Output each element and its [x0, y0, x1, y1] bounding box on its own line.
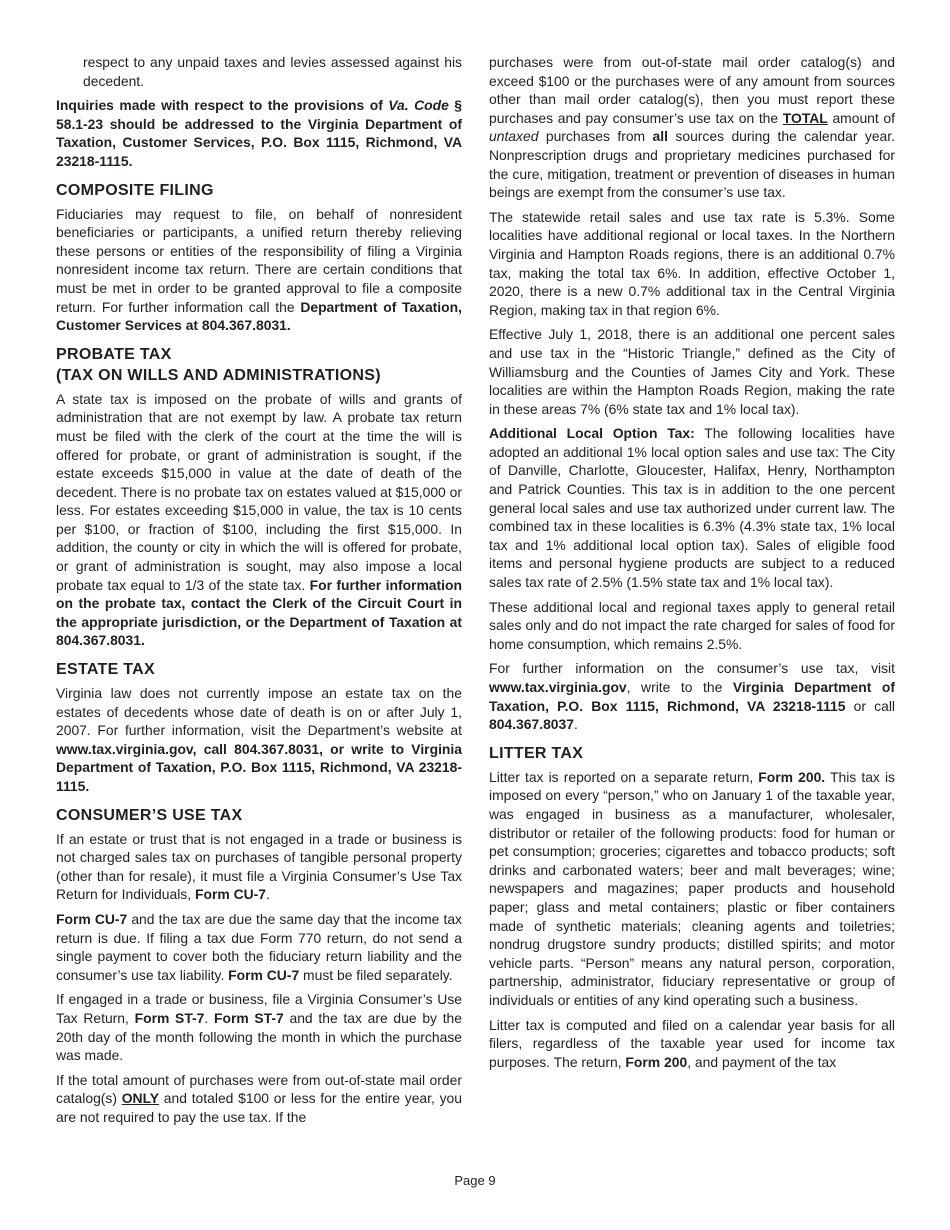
probate-tax-paragraph: A state tax is imposed on the probate of wills and grants of administration that are not exempt by law. A probate tax return must be filed with the clerk of the court at the time the will is offered for probate, or grant of administration is sought, if the estate exceeds $15,000 in value at the date of death of the decedent. There is no probate tax on estates valued at $15,000 or less. For estates exceeding $15,000 in value, the tax is 10 cents per $100, or fraction of $100, including the first $15,000. In addition, the county or city in which the will is offered for probate, or grant of administration is sought, may also impose a local probate tax equal to 1/3 of the state tax. For further information on the probate tax, contact the Clerk of the Circuit Court in the appropriate jurisdiction, or the Department of Taxation at 804.367.8031. — [56, 390, 462, 649]
general-retail-paragraph: These additional local and regional taxes apply to general retail sales only and do not impact the rate charged for sales of food for home consumption, which remains 2.5%. — [489, 598, 895, 652]
consumers-use-tax-paragraph-1: If an estate or trust that is not engaged in a trade or business is not charged sales tax on purchases of tangible personal property (other than for resale), it must file a Virginia Consumer’s Use Tax Return for Individuals, Form CU-7. — [56, 830, 462, 903]
probate-tax-heading: PROBATE TAX (TAX ON WILLS AND ADMINISTRATIONS) — [56, 345, 381, 384]
page-number: Page 9 — [454, 1173, 496, 1188]
estate-tax-heading: ESTATE TAX — [56, 661, 155, 679]
inquiries-paragraph: Inquiries made with respect to the provisions of Va. Code § 58.1-23 should be addressed to the Virginia Department of Taxation, Customer Services, P.O. Box 1115, Richmond, VA 23218-1115. — [56, 97, 462, 169]
sales-tax-rate-paragraph: The statewide retail sales and use tax rate is 5.3%. Some localities have additional regional or local taxes. In the Northern Virginia and Hampton Roads regions, there is an additional 0.7% tax, making the total tax 6%. In addition, effective October 1, 2020, there is a new 0.7% additional tax in the Central Virginia Region, making tax in that region 6%. — [489, 208, 895, 318]
decedent-paragraph: respect to any unpaid taxes and levies assessed against his decedent. — [83, 54, 462, 89]
litter-tax-paragraph-1: Litter tax is reported on a separate return, Form 200. This tax is imposed on every “person,” who on January 1 of the taxable year, was engaged in business as a manufacturer, wholesaler, distributor or retailer of the following products: food for human or pet consumption; groceries; cigarettes and tobacco products; soft drinks and carbonated waters; beer and malt beverages; wine; newspapers and magazines; paper products and household paper; glass and metal containers; plastic or fiber containers made of synthetic materials; cleaning agents and toiletries; nondrug drugstore sundry products; distilled spirits; and motor vehicle parts. “Person” means any natural person, corporation, partnership, administrator, fiduciary representative or group of individuals or entities of any kind operating such a business. — [489, 768, 895, 1008]
historic-triangle-paragraph: Effective July 1, 2018, there is an additional one percent sales and use tax in the “Historic Triangle,” defined as the City of Williamsburg and the Counties of James City and York. These localities are within the Hampton Roads Region, making the rate in these areas 7% (6% state tax and 1% local tax). — [489, 326, 895, 417]
consumers-use-tax-paragraph-2: Form CU-7 and the tax are due the same day that the income tax return is due. If filing a tax due Form 770 return, do not send a single payment to cover both the fiduciary return liability and the consumer’s use tax liability. Form CU-7 must be filed separately. — [56, 910, 462, 983]
litter-tax-heading: LITTER TAX — [489, 744, 584, 762]
local-option-tax-paragraph: Additional Local Option Tax: The following localities have adopted an additional 1% local option sales and use tax: The City of Danville, Charlotte, Gloucester, Halifax, Henry, Northampton and Patrick Counties. This tax is in addition to the one percent general local sales and use tax authorized under current law. The combined tax in these localities is 6.3% (4.3% state tax, 1% local tax and 1% additional local option tax). Sales of eligible food items and personal hygiene products are subject to a reduced sales tax rate of 2.5% (1.5% state tax and 1% local tax). — [489, 425, 895, 591]
consumers-use-tax-paragraph-4: If the total amount of purchases were from out-of-state mail order catalog(s) ONLY and totaled $100 or less for the entire year, you are not required to pay the use tax. If the — [56, 1071, 462, 1125]
estate-tax-paragraph: Virginia law does not currently impose an estate tax on the estates of decedents whose date of death is on or after July 1, 2007. For further information, visit the Department’s website at www.tax.virginia.gov, call 804.367.8031, or write to Virginia Department of Taxation, P.O. Box 1115, Richmond, VA 23218-1115. — [56, 685, 462, 794]
right-column — [489, 53, 895, 1077]
composite-filing-paragraph: Fiduciaries may request to file, on behalf of nonresident beneficiaries or participants, a unified return thereby relieving these persons or entities of the responsibility of filing a Virginia nonresident income tax return. There are certain conditions that must be met in order to be granted approval to file a composite return. For further information call the Department of Taxation, Customer Services at 804.367.8031. — [56, 205, 462, 334]
consumers-use-tax-heading: CONSUMER’S USE TAX — [56, 806, 243, 824]
consumers-use-tax-paragraph-3: If engaged in a trade or business, file a Virginia Consumer’s Use Tax Return, Form ST-7. Form ST-7 and the tax are due by the 20th day of the month following the month in which the purchase was made. — [56, 991, 463, 1064]
composite-filing-heading: COMPOSITE FILING — [56, 181, 214, 199]
left-column — [56, 53, 462, 1133]
purchases-continued-paragraph: purchases were from out-of-state mail order catalog(s) and exceed $100 or the purchases were of any amount from sources other than mail order catalog(s), then you must report these purchases and pay consumer’s use tax on the TOTAL amount of untaxed purchases from all sources during the calendar year. Nonprescription drugs and proprietary medicines purchased for the cure, mitigation, treatment or prevention of diseases in human beings are exempt from the consumer’s use tax. — [489, 54, 895, 201]
litter-tax-paragraph-2: Litter tax is computed and filed on a calendar year basis for all filers, regardless of the taxable year used for income tax purposes. The return, Form 200, and payment of the tax — [489, 1016, 895, 1070]
further-information-paragraph: For further information on the consumer’s use tax, visit www.tax.virginia.gov, write to the Virginia Department of Taxation, P.O. Box 1115, Richmond, VA 23218-1115 or call 804.367.8037. — [489, 660, 895, 733]
